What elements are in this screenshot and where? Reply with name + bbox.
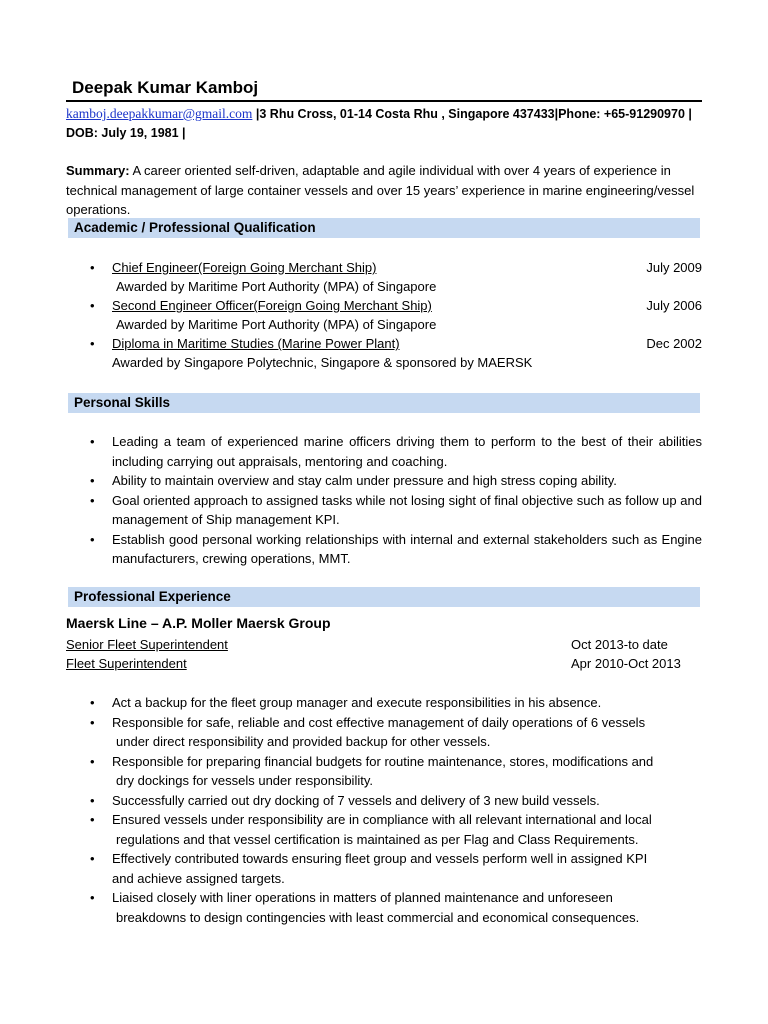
bullet-icon: • bbox=[90, 492, 95, 508]
qualification-title: Chief Engineer(Foreign Going Merchant Ship) bbox=[112, 260, 377, 275]
duty-text: Responsible for safe, reliable and cost effective management of daily operations of 6 vessels bbox=[112, 714, 646, 730]
bullet-icon: • bbox=[90, 812, 95, 827]
list-item bbox=[66, 752, 702, 791]
qualification-item bbox=[66, 334, 702, 353]
list-item bbox=[66, 713, 702, 752]
role-date: Apr 2010-Oct 2013 bbox=[571, 656, 681, 671]
bullet-icon: • bbox=[90, 792, 95, 808]
qualification-detail-row bbox=[66, 315, 702, 334]
bullet-icon: • bbox=[90, 473, 95, 488]
qualification-list bbox=[66, 258, 702, 372]
bullet-icon: • bbox=[90, 531, 95, 547]
company-name: Maersk Line – A.P. Moller Maersk Group bbox=[66, 615, 331, 631]
list-item bbox=[66, 791, 702, 811]
qualification-detail-row bbox=[66, 353, 702, 372]
bullet-icon: • bbox=[90, 434, 95, 449]
bullet-icon: • bbox=[90, 695, 95, 710]
skills-list bbox=[66, 432, 702, 569]
list-item bbox=[66, 491, 702, 530]
email-link[interactable]: kamboj.deepakkumar@gmail.com bbox=[66, 106, 253, 121]
summary-paragraph bbox=[66, 161, 702, 220]
duty-text-cont: dry dockings for vessels under responsibility. bbox=[116, 773, 373, 788]
list-item bbox=[66, 849, 702, 888]
address-phone: |3 Rhu Cross, 01-14 Costa Rhu , Singapore 437433|Phone: +65-91290970 | bbox=[252, 107, 692, 121]
qualification-date: July 2009 bbox=[646, 260, 702, 275]
candidate-name: Deepak Kumar Kamboj bbox=[72, 78, 259, 97]
skill-text: Leading a team of experienced marine officers driving them to perform to the best of their abilities including carrying out appraisals, mentoring and coaching. bbox=[112, 434, 702, 469]
qualification-item bbox=[66, 296, 702, 315]
duty-text: Liaised closely with liner operations in matters of planned maintenance and unforeseen bbox=[112, 890, 613, 905]
list-item bbox=[66, 432, 702, 471]
section-heading-qualification: Academic / Professional Qualification bbox=[68, 218, 700, 238]
qualification-title: Second Engineer Officer(Foreign Going Merchant Ship) bbox=[112, 298, 432, 313]
bullet-icon: • bbox=[90, 890, 95, 905]
bullet-icon: • bbox=[90, 851, 95, 866]
list-item bbox=[66, 810, 702, 849]
duties-list bbox=[66, 693, 702, 927]
duty-text-cont: breakdowns to design contingencies with least commercial and economical consequences. bbox=[116, 909, 640, 925]
duty-text-cont: and achieve assigned targets. bbox=[112, 870, 285, 886]
qualification-detail: Awarded by Singapore Polytechnic, Singapore & sponsored by MAERSK bbox=[112, 355, 533, 370]
duty-text: Act a backup for the fleet group manager and execute responsibilities in his absence. bbox=[112, 695, 602, 710]
duty-text-cont: regulations and that vessel certification is maintained as per Flag and Class Requirements. bbox=[116, 831, 639, 847]
section-heading-experience: Professional Experience bbox=[68, 587, 700, 607]
role-title: Senior Fleet Superintendent bbox=[66, 637, 228, 652]
bullet-icon: • bbox=[90, 260, 95, 275]
bullet-icon: • bbox=[90, 336, 95, 351]
role-row bbox=[66, 654, 702, 673]
date-of-birth: DOB: July 19, 1981 | bbox=[66, 126, 186, 140]
list-item bbox=[66, 530, 702, 569]
qualification-detail: Awarded by Maritime Port Authority (MPA) of Singapore bbox=[116, 279, 437, 294]
bullet-icon: • bbox=[90, 298, 95, 313]
duty-text: Effectively contributed towards ensuring fleet group and vessels perform well in assigned KPI bbox=[112, 851, 648, 866]
header-divider bbox=[66, 100, 702, 102]
qualification-detail: Awarded by Maritime Port Authority (MPA) of Singapore bbox=[116, 317, 437, 332]
list-item bbox=[66, 888, 702, 927]
qualification-date: Dec 2002 bbox=[646, 336, 702, 351]
summary-label: Summary: bbox=[66, 163, 130, 178]
skill-text: Establish good personal working relationships with internal and external stakeholders such as Engine manufacturers, crewing operations, MMT. bbox=[112, 531, 702, 566]
duty-text: Successfully carried out dry docking of 7 vessels and delivery of 3 new build vessels. bbox=[112, 792, 600, 808]
qualification-item bbox=[66, 258, 702, 277]
role-title: Fleet Superintendent bbox=[66, 656, 187, 671]
role-row bbox=[66, 635, 702, 654]
bullet-icon: • bbox=[90, 753, 95, 769]
duty-text: Ensured vessels under responsibility are in compliance with all relevant international and local bbox=[112, 812, 652, 827]
summary-text: A career oriented self-driven, adaptable and agile individual with over 4 years of experience in technical management of large container vessels and over 15 years’ experience in marine engineering/vessel operations. bbox=[66, 163, 695, 217]
duty-text: Responsible for preparing financial budgets for routine maintenance, stores, modifications and bbox=[112, 753, 654, 769]
role-date: Oct 2013-to date bbox=[571, 637, 668, 652]
contact-line bbox=[66, 104, 702, 143]
qualification-date: July 2006 bbox=[646, 298, 702, 313]
list-item bbox=[66, 693, 702, 713]
skill-text: Goal oriented approach to assigned tasks while not losing sight of final objective such as follow up and management of Ship management KPI. bbox=[112, 492, 702, 527]
duty-text-cont: under direct responsibility and provided backup for other vessels. bbox=[116, 734, 491, 749]
qualification-detail-row bbox=[66, 277, 702, 296]
skill-text: Ability to maintain overview and stay calm under pressure and high stress coping ability. bbox=[112, 473, 617, 488]
bullet-icon: • bbox=[90, 714, 95, 730]
qualification-title: Diploma in Maritime Studies (Marine Power Plant) bbox=[112, 336, 400, 351]
section-heading-skills: Personal Skills bbox=[68, 393, 700, 413]
list-item bbox=[66, 471, 702, 491]
